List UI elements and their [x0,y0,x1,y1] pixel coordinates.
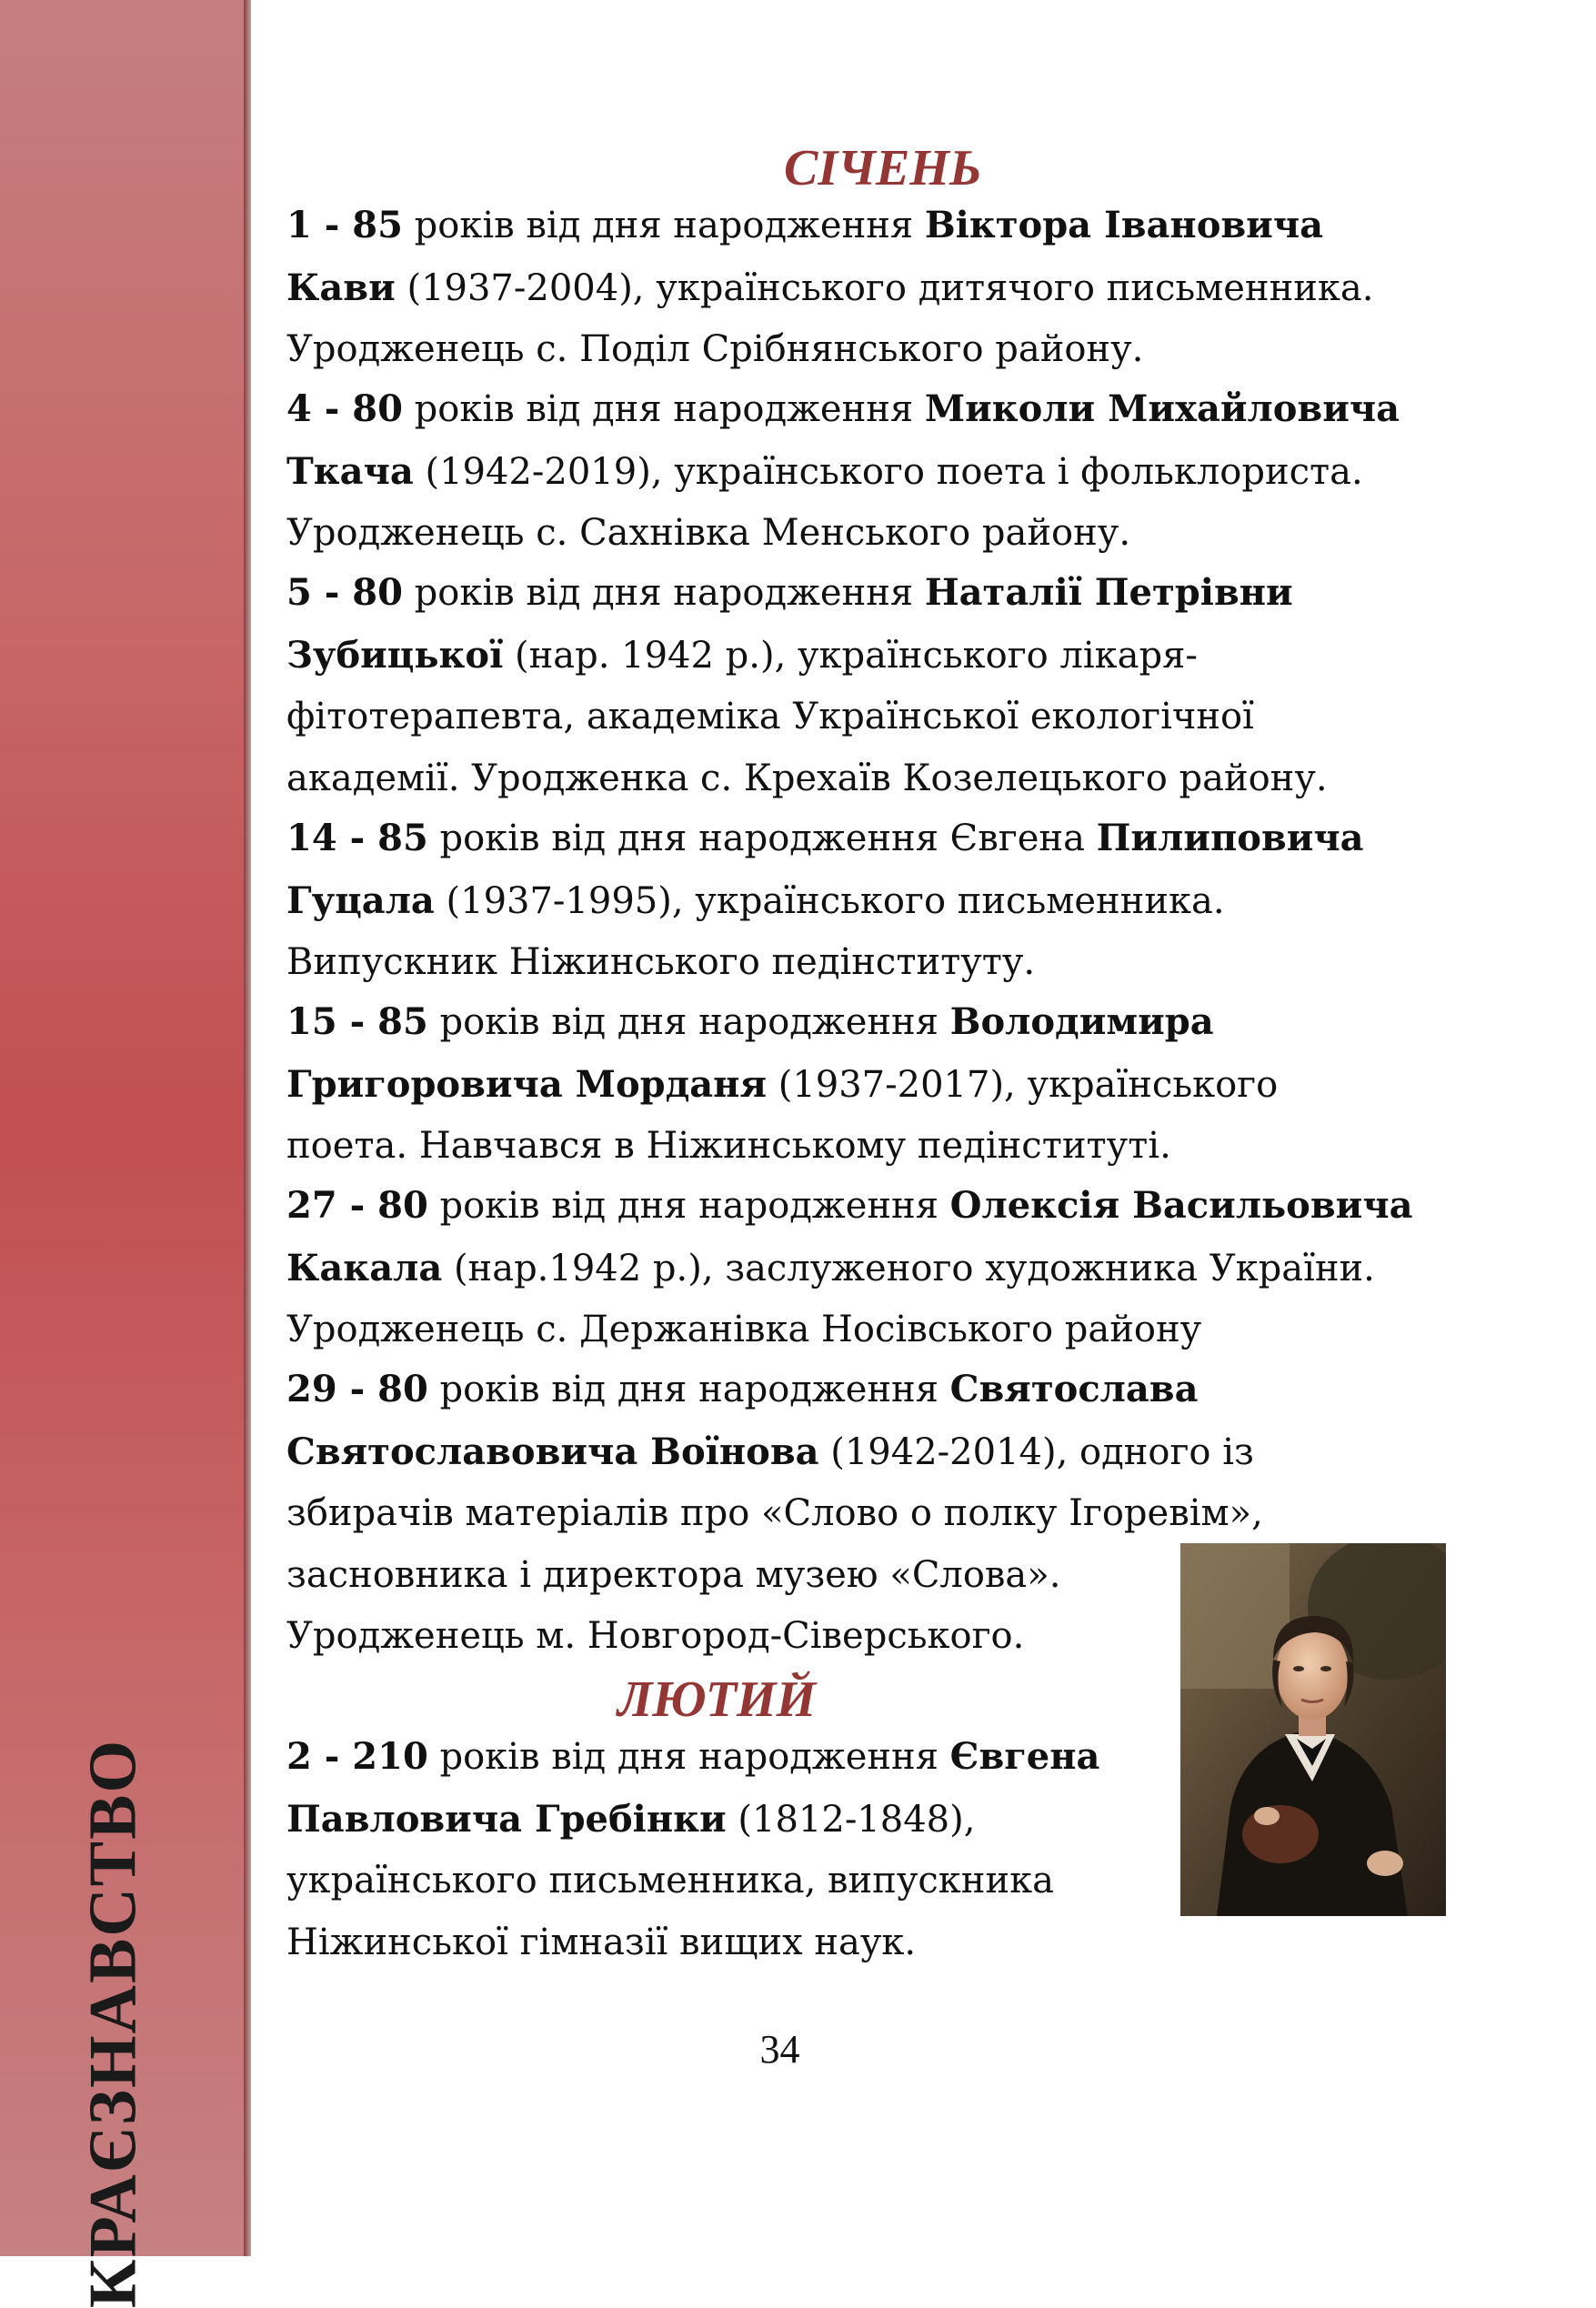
entry-text: (1942-2019), українського поета і фольклориста. Уродженець с. Сахнівка Менського району. [286,450,1363,554]
entry-date: 1 - 85 [286,204,403,246]
entry-person: Євгена Павловича Гребінки [286,1735,1100,1841]
entry-text: років від дня народження [402,388,925,430]
month-heading-january: СІЧЕНЬ [784,140,982,196]
entry-text: (1937-1995), українського письменника. Випускник Ніжинського педінституту. [286,879,1225,983]
entry-person: Наталії Петрівни Зубицької [286,571,1293,677]
entry-date: 2 - 210 [286,1735,428,1778]
entry-text: (1937-2017), українського поета. Навчався в Ніжинському педінституті. [286,1063,1279,1167]
entry-date: 27 - 80 [286,1184,428,1227]
entry-text: років від дня народження Євгена [427,818,1097,859]
sidebar-edge [244,0,251,2256]
page-number: 34 [759,2027,800,2072]
entry-text: років від дня народження [402,205,925,246]
sidebar-title: КРАЄЗНАВСТВО [75,1738,151,2308]
entry-date: 5 - 80 [286,571,403,614]
entry-date: 4 - 80 [286,387,403,430]
entry-person: Святослава Святославовича Воїнова [286,1368,1199,1473]
page-number-container [0,2026,1596,2072]
entry-person: Миколи Михайловича Ткача [286,387,1400,493]
entry [286,808,1460,994]
entry [286,1726,1141,1973]
entry-person: Віктора Івановича Кави [286,204,1324,309]
entry-text: (1937-2004), українського дитячого письменника. Уродженець с. Поділ Срібнянського району. [286,266,1374,370]
entry [286,378,1460,565]
entry-date: 29 - 80 [286,1368,428,1410]
month-heading-february: ЛЮТИЙ [617,1671,817,1728]
entry [286,991,1460,1178]
entry-person: Володимира Григоровича Морданя [286,1000,1214,1106]
entry-text: років від дня народження [427,1369,950,1410]
entry-text: (1812-1848), українського письменника, випускника Ніжинської гімназії вищих наук. [286,1798,1054,1963]
sidebar [0,0,244,2308]
entry-date: 15 - 85 [286,1000,428,1043]
entry-text: (нар. 1942 р.), українського лікаря- фітотерапевта, академіка Української екологічної академії. Уродженка с. Крехаїв Козелецького району. [286,634,1328,799]
entry-text: років від дня народження [427,1001,950,1043]
entry-person: Олексія Васильовича Какала [286,1184,1413,1289]
entry-text: років від дня народження [427,1736,950,1778]
entry-person: Пилиповича Гуцала [286,817,1364,922]
portrait-image [1180,1543,1446,1916]
entry-text: (1942-2014), одного із збирачів матеріалів про «Слово о полку Ігоревім», засновника і директора музею «Слова». Уродженець м. Новгород-Сіверського. [286,1430,1263,1657]
entry [286,562,1460,809]
entry-date: 14 - 85 [286,817,428,859]
entry [286,195,1460,381]
entry-text: років від дня народження [402,572,925,614]
entry-text: (нар.1942 р.), заслуженого художника України. Уродженець с. Держанівка Носівського району [286,1247,1375,1350]
entry [286,1175,1460,1361]
entry-text: років від дня народження [427,1185,950,1227]
